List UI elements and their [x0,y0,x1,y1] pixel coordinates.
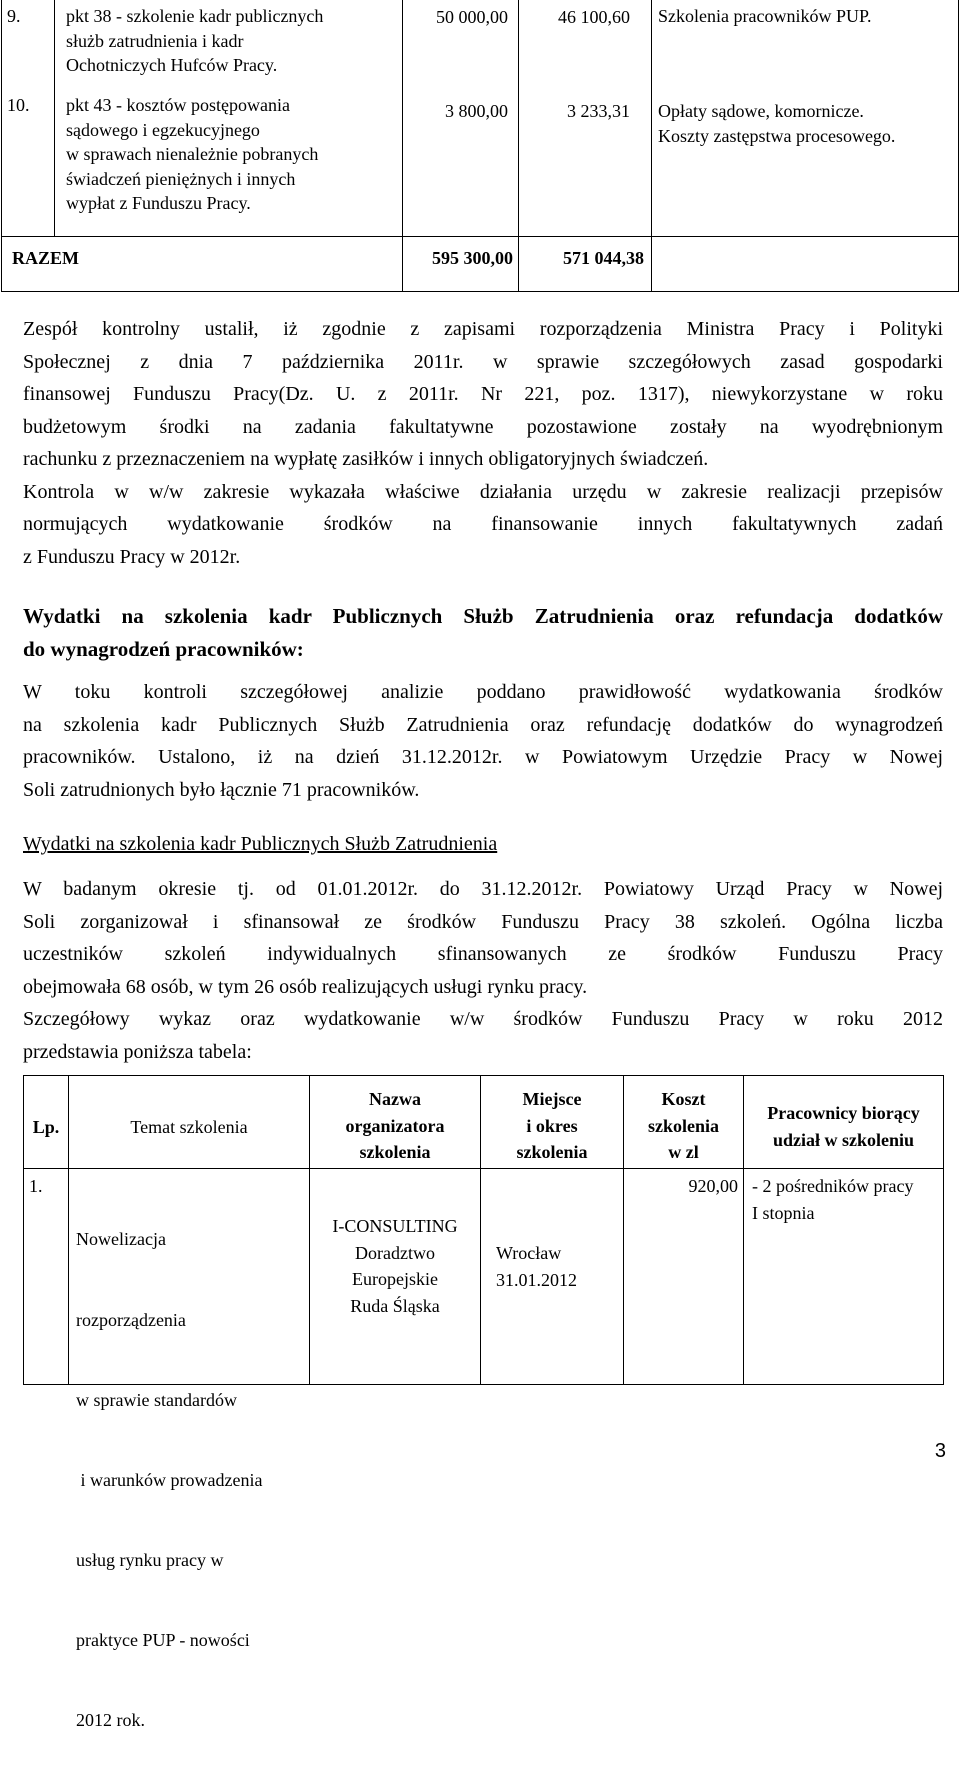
organizer-line: Doradztwo [355,1242,435,1263]
paragraph-line: Soli zorganizował i sfinansował ze środków Funduszu Pracy 38 szkoleń. Ogólna liczba [23,910,943,933]
paragraph-line: Zespół kontrolny ustalił, iż zgodnie z zapisami rozporządzenia Ministra Pracy i Polityki [23,318,943,340]
header-topic: Temat szkolenia [130,1117,248,1137]
place-line: Wrocław [496,1243,562,1263]
header-line: Pracownicy biorący [767,1103,920,1123]
paragraph-line: pracowników. Ustalono, iż na dzień 31.12.2012r. w Powiatowym Urzędzie Pracy w Nowej [23,746,943,768]
total-spent: 571 044,38 [563,248,644,268]
header-line: w zl [668,1142,699,1163]
paragraph-line: budżetowym środki na zadania fakultatywne pozostawione zostały na wyodrębnionym [23,415,943,438]
heading-line: do wynagrodzeń pracowników: [23,636,304,661]
topic-line: rozporządzenia [76,1309,186,1330]
table-col-divider-4 [651,0,652,292]
header-cost [624,1086,743,1166]
row-lp: 1. [29,1176,43,1196]
paragraph-line: Społecznej z dnia 7 października 2011r. w sprawie szczegółowych zasad gospodarki [23,350,943,373]
organizer-line: Europejskie [352,1269,438,1290]
paragraph-line: rachunku z przeznaczeniem na wypłatę zasiłków i innych obligatoryjnych świadczeń. [23,448,709,470]
description-line: sądowego i egzekucyjnego [66,119,260,140]
row-organizer [310,1213,480,1320]
row-note [658,99,895,148]
note-line: Opłaty sądowe, komornicze. [658,101,864,121]
description-line: służb zatrudnienia i kadr [66,30,244,51]
training-table [0,1075,960,1731]
section-heading [23,600,943,665]
row-participants [752,1173,913,1226]
note-line: Szkolenia pracowników PUP. [658,6,872,26]
header-line: szkolenia [647,1115,719,1136]
note-line: Koszty zastępstwa procesowego. [658,125,896,146]
description-line: świadczeń pieniężnych i innych [66,168,296,189]
topic-line: i warunków prowadzenia [76,1469,263,1490]
place-line: 31.01.2012 [496,1269,577,1290]
table-col-divider-1 [54,0,55,236]
paragraph-line: Kontrola w w/w zakresie wykazała właściwe działania urzędu w zakresie realizacji przepisów [23,480,943,503]
header-line: Koszt [661,1089,706,1109]
paragraph-line: z Funduszu Pracy w 2012r. [23,545,241,568]
subsection-heading: Wydatki na szkolenia kadr Publicznych Służb Zatrudnienia [23,833,498,855]
table-header-divider [23,1168,944,1169]
paragraph-line: obejmowała 68 osób, w tym 26 osób realizujących usługi rynku pracy. [23,975,588,998]
description-line: w sprawach nienależnie pobranych [66,144,319,164]
header-participants [744,1100,943,1153]
row-number: 9. [7,6,21,26]
header-line: organizatora [345,1115,445,1136]
page-number: 3 [934,1440,946,1462]
table-divider-razem [1,236,959,237]
paragraph-line: Soli zatrudnionych było łącznie 71 pracowników. [23,778,420,801]
header-lp: Lp. [32,1117,60,1137]
topic-line: 2012 rok. [76,1710,145,1731]
planned-amount: 50 000,00 [436,7,508,27]
table-border-top [23,1075,944,1076]
expense-table [0,0,960,292]
row-description [66,4,323,78]
paragraph-control-findings [23,313,943,573]
row-topic [76,1173,262,1787]
table-border-right [943,1075,944,1385]
table-border-bottom [1,291,959,292]
topic-line: usług rynku pracy w [76,1549,224,1570]
row-description [66,93,318,216]
paragraph-line: przedstawia poniższa tabela: [23,1040,252,1063]
heading-line: Wydatki na szkolenia kadr Publicznych Służb Zatrudnienia oraz refundacja dodatków [23,604,943,628]
paragraph-line: Szczegółowy wykaz oraz wydatkowanie w/w środków Funduszu Pracy w roku 2012 [23,1008,943,1030]
header-organizer [310,1086,480,1166]
spent-amount: 3 233,31 [567,101,630,121]
description-line: pkt 43 - kosztów postępowania [66,95,290,115]
row-note [658,4,871,29]
row-cost: 920,00 [688,1176,738,1196]
total-label: RAZEM [12,248,79,268]
topic-line: praktyce PUP - nowości [76,1629,250,1650]
participants-line: - 2 pośredników pracy [752,1176,914,1196]
header-line: szkolenia [516,1142,588,1163]
paragraph-line: finansowej Funduszu Pracy(Dz. U. z 2011r. Nr 221, poz. 1317), niewykorzystane w roku [23,383,943,405]
table-border-left [1,0,2,292]
paragraph-line: uczestników szkoleń indywidualnych sfinansowanych ze środków Funduszu Pracy [23,943,943,965]
paragraph-training-summary [23,873,943,1068]
header-line: Nazwa [369,1089,421,1109]
organizer-line: I-CONSULTING [332,1216,458,1236]
topic-line: Nowelizacja [76,1229,166,1250]
paragraph-line: W badanym okresie tj. od 01.01.2012r. do 31.12.2012r. Powiatowy Urząd Pracy w Nowej [23,878,943,900]
paragraph-line: na szkolenia kadr Publicznych Służb Zatrudnienia oraz refundację dodatków do wynagrodzeń [23,713,943,736]
header-line: udział w szkoleniu [772,1129,915,1150]
header-line: Miejsce [522,1089,582,1109]
row-number: 10. [7,95,30,115]
organizer-line: Ruda Śląska [350,1296,440,1317]
total-planned: 595 300,00 [432,248,513,268]
paragraph-line: normujących wydatkowanie środków na finansowanie innych fakultatywnych zadań [23,513,943,535]
participants-line: I stopnia [752,1202,815,1223]
header-line: i okres [526,1115,578,1136]
topic-line: w sprawie standardów [76,1389,237,1410]
description-line: Ochotniczych Hufców Pracy. [66,55,278,75]
paragraph-analysis [23,676,943,806]
table-border-right [958,0,959,292]
table-col-divider-3 [518,0,519,292]
description-line: wypłat z Funduszu Pracy. [66,193,251,213]
header-line: szkolenia [359,1142,431,1163]
planned-amount: 3 800,00 [445,101,508,121]
table-col-divider-2 [402,0,403,292]
paragraph-line: W toku kontroli szczegółowej analizie poddano prawidłowość wydatkowania środków [23,681,943,703]
header-place [481,1086,623,1166]
description-line: pkt 38 - szkolenie kadr publicznych [66,6,324,26]
row-place [496,1240,577,1293]
spent-amount: 46 100,60 [558,7,630,27]
